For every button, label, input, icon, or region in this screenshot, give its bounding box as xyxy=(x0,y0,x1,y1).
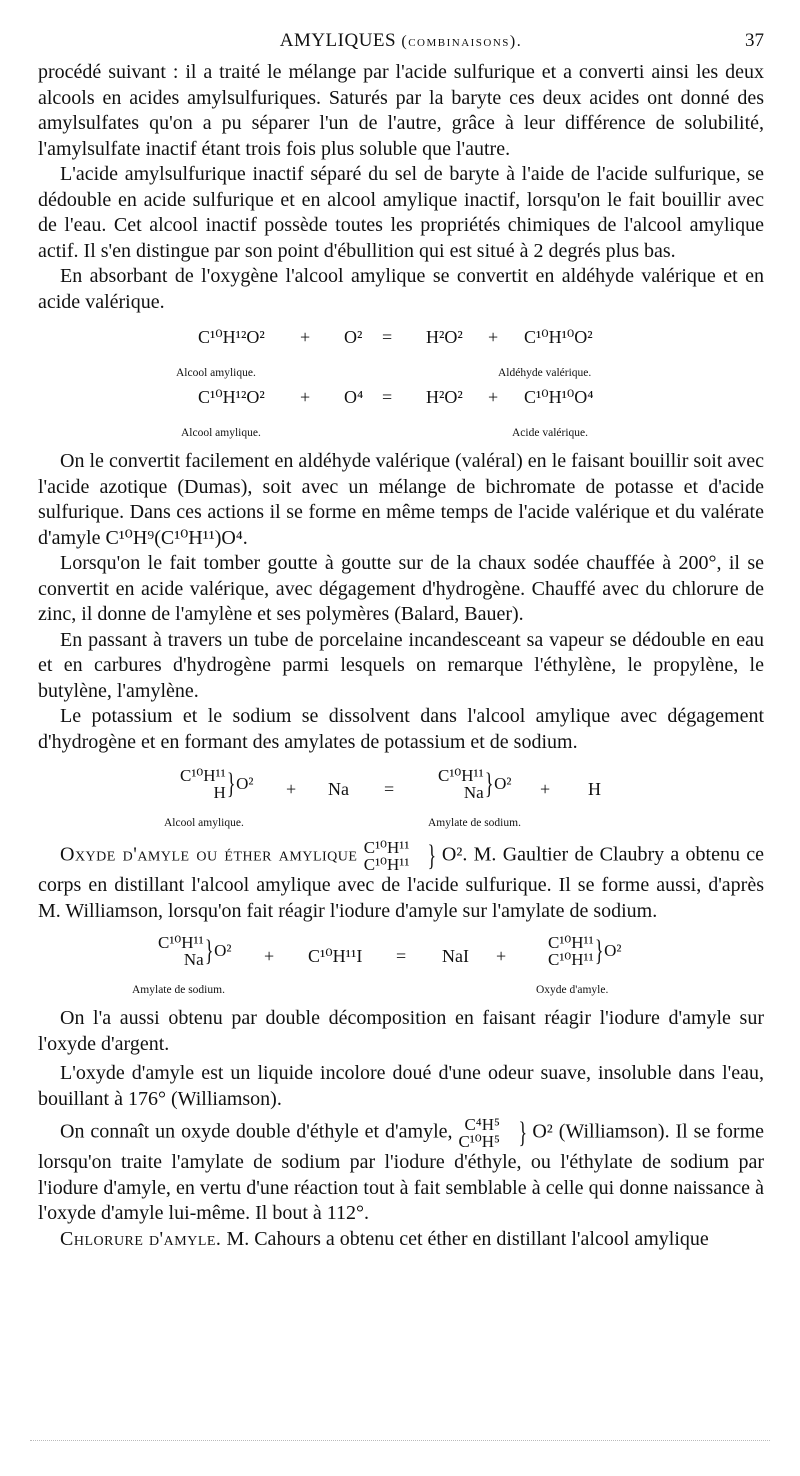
formula-stack xyxy=(158,934,204,968)
formula: Na xyxy=(183,950,204,969)
formula: NaI xyxy=(442,946,469,966)
equation-labels xyxy=(38,811,764,829)
brace-icon: } xyxy=(518,1116,528,1149)
formula: O² xyxy=(532,1120,553,1143)
paragraph: En absorbant de l'oxygène l'alcool amylique se convertit en aldéhyde valérique et en acide valérique. xyxy=(38,265,764,313)
equation xyxy=(38,767,764,811)
formula: H²O² xyxy=(426,327,463,347)
formula: C¹⁰H⁵ xyxy=(458,1132,500,1151)
formula-stack xyxy=(548,934,594,968)
equation-label: Alcool amylique. xyxy=(181,427,261,439)
formula-stack xyxy=(438,767,484,801)
operator: + xyxy=(300,327,311,347)
operator: = xyxy=(382,327,393,347)
formula-stack xyxy=(364,839,410,873)
operator: + xyxy=(488,387,499,407)
equation-label: Oxyde d'amyle. xyxy=(536,984,609,996)
page-body xyxy=(38,60,764,1252)
paragraph: Lorsqu'on le fait tomber goutte à goutte sur de la chaux sodée chauffée à 200°, il se convertit en acide valérique, avec dégagement d'hydrogène. Chauffé avec du chlorure de zinc, il donne de l'amylène et ses polymères (Balard, Bauer). xyxy=(38,552,764,625)
paragraph: Le potassium et le sodium se dissolvent dans l'alcool amylique avec dégagement d'hydrogène et en formant des amylates de potassium et de sodium. xyxy=(38,705,764,753)
formula: C¹⁰H¹⁰O² xyxy=(524,327,593,347)
formula: Na xyxy=(463,783,484,802)
formula-stack xyxy=(180,767,226,801)
formula: O². xyxy=(441,843,468,866)
brace-icon: } xyxy=(484,767,494,800)
equation-labels xyxy=(38,421,764,439)
equation xyxy=(38,385,764,421)
paragraph xyxy=(38,1227,764,1253)
formula: C¹⁰H¹¹ xyxy=(438,766,484,785)
formula: C¹⁰H¹¹ xyxy=(548,950,594,969)
formula: C¹⁰H¹¹ xyxy=(548,933,594,952)
formula: H xyxy=(588,779,601,799)
formula: C¹⁰H¹¹I xyxy=(308,946,363,966)
paragraph: L'acide amylsulfurique inactif séparé du sel de baryte à l'aide de l'acide sulfurique, se dédouble en acide sulfurique et en alcool amylique inactif, lorsqu'on le fait bouillir avec de l'eau. Cet alcool inactif possède toutes les propriétés chimiques de l'alcool amylique actif. Il s'en distingue par son point d'ébullition qui est situé à 2 degrés plus bas. xyxy=(38,163,764,262)
operator: = xyxy=(396,946,407,966)
formula: C¹⁰H¹²O² xyxy=(198,327,265,347)
formula: O² xyxy=(214,941,232,961)
formula: C¹⁰H¹²O² xyxy=(198,387,265,407)
paragraph-text: M. Cahours a obtenu cet éther en distillant l'alcool amylique xyxy=(226,1227,709,1250)
page-number: 37 xyxy=(745,30,764,51)
formula: H²O² xyxy=(426,387,463,407)
paragraph xyxy=(38,839,764,924)
formula: O² xyxy=(494,774,512,794)
brace-icon: } xyxy=(226,767,236,800)
equation-label: Acide valérique. xyxy=(512,427,588,439)
formula: O⁴ xyxy=(344,387,364,407)
formula-stack xyxy=(458,1116,499,1150)
operator: + xyxy=(496,946,507,966)
paragraph xyxy=(38,1116,764,1227)
equation-label: Amylate de sodium. xyxy=(132,984,225,996)
paragraph: En passant à travers un tube de porcelaine incandesceant sa vapeur se dédouble en eau et en carbures d'hydrogène parmi lesquels on remarque l'éthylène, le propylène, le butylène, l'amylène. xyxy=(38,628,764,702)
operator: + xyxy=(264,946,275,966)
paragraph: On le convertit facilement en aldéhyde valérique (valéral) en le faisant bouillir soit avec l'acide azotique (Dumas), soit avec un mélange de bichromate de potasse et d'acide sulfurique. Dans ces actions il se forme en même temps de l'acide valérique et du valérate d'amyle C¹⁰H⁹(C¹⁰H¹¹)O⁴. xyxy=(38,450,764,549)
formula: O² xyxy=(236,774,254,794)
operator: + xyxy=(300,387,311,407)
running-header xyxy=(38,30,764,56)
formula: C⁴H⁵ xyxy=(464,1115,500,1134)
operator: = xyxy=(384,779,395,799)
brace-icon: } xyxy=(427,839,437,872)
paragraph-text: M. Gaultier de Claubry a obtenu ce corps en distillant l'alcool amylique avec de l'acide sulfurique. Il se forme aussi, d'après M. Williamson, lorsqu'on fait réagir l'iodure d'amyle sur l'amylate de sodium. xyxy=(38,843,765,922)
header-subtitle: (combinaisons). xyxy=(401,33,523,50)
formula: C¹⁰H¹¹ xyxy=(158,933,204,952)
brace-icon: } xyxy=(204,934,214,967)
operator: = xyxy=(382,387,393,407)
operator: + xyxy=(488,327,499,347)
equation-labels xyxy=(38,361,764,379)
equation-label: Alcool amylique. xyxy=(164,817,244,829)
formula: C¹⁰H¹⁰O⁴ xyxy=(524,387,594,407)
formula: O² xyxy=(344,327,363,347)
paragraph: procédé suivant : il a traité le mélange par l'acide sulfurique et a converti ainsi les deux alcools en acides amylsulfuriques. Saturés par la baryte ces deux acides ont donné des amylsulfates qu'on a pu séparer l'un de l'autre, grâce à leur différence de solubilité, l'amylsulfate inactif étant trois fois plus soluble que l'autre. xyxy=(38,61,764,160)
operator: + xyxy=(540,779,551,799)
brace-icon: } xyxy=(594,934,604,967)
page-edge-divider xyxy=(30,1440,770,1441)
equation-label: Aldéhyde valérique. xyxy=(498,367,592,379)
equation xyxy=(38,934,764,978)
formula: C¹⁰H¹¹ xyxy=(180,766,226,785)
section-heading: Oxyde d'amyle ou éther amylique xyxy=(60,843,358,866)
formula: Na xyxy=(328,779,349,799)
paragraph: L'oxyde d'amyle est un liquide incolore doué d'une odeur suave, insoluble dans l'eau, bouillant à 176° (Williamson). xyxy=(38,1062,764,1110)
equation-label: Amylate de sodium. xyxy=(428,817,521,829)
header-title xyxy=(38,30,764,52)
formula: H xyxy=(213,783,226,802)
formula: O² xyxy=(604,941,622,961)
formula: C¹⁰H¹¹ xyxy=(363,838,410,857)
formula: C¹⁰H¹¹ xyxy=(363,855,410,874)
equation-labels xyxy=(38,978,764,996)
equation-label: Alcool amylique. xyxy=(176,367,256,379)
paragraph-text: (Williamson). Il se forme lorsqu'on traite l'amylate de sodium par l'iodure d'éthyle, ou l'éthylate de sodium par l'iodure d'amyle, en vertu d'une réaction tout à fait semblable à celle qui donne naissance à l'oxyde d'amyle lui-même. Il bout à 112°. xyxy=(38,1120,765,1224)
operator: + xyxy=(286,779,297,799)
paragraph: On l'a aussi obtenu par double décomposition en faisant réagir l'iodure d'amyle sur l'oxyde d'argent. xyxy=(38,1007,764,1055)
header-title-text: AMYLIQUES xyxy=(279,30,397,51)
section-heading: Chlorure d'amyle. xyxy=(60,1227,222,1250)
paragraph-text: On connaît un oxyde double d'éthyle et d'amyle, xyxy=(60,1120,453,1143)
equation xyxy=(38,325,764,361)
